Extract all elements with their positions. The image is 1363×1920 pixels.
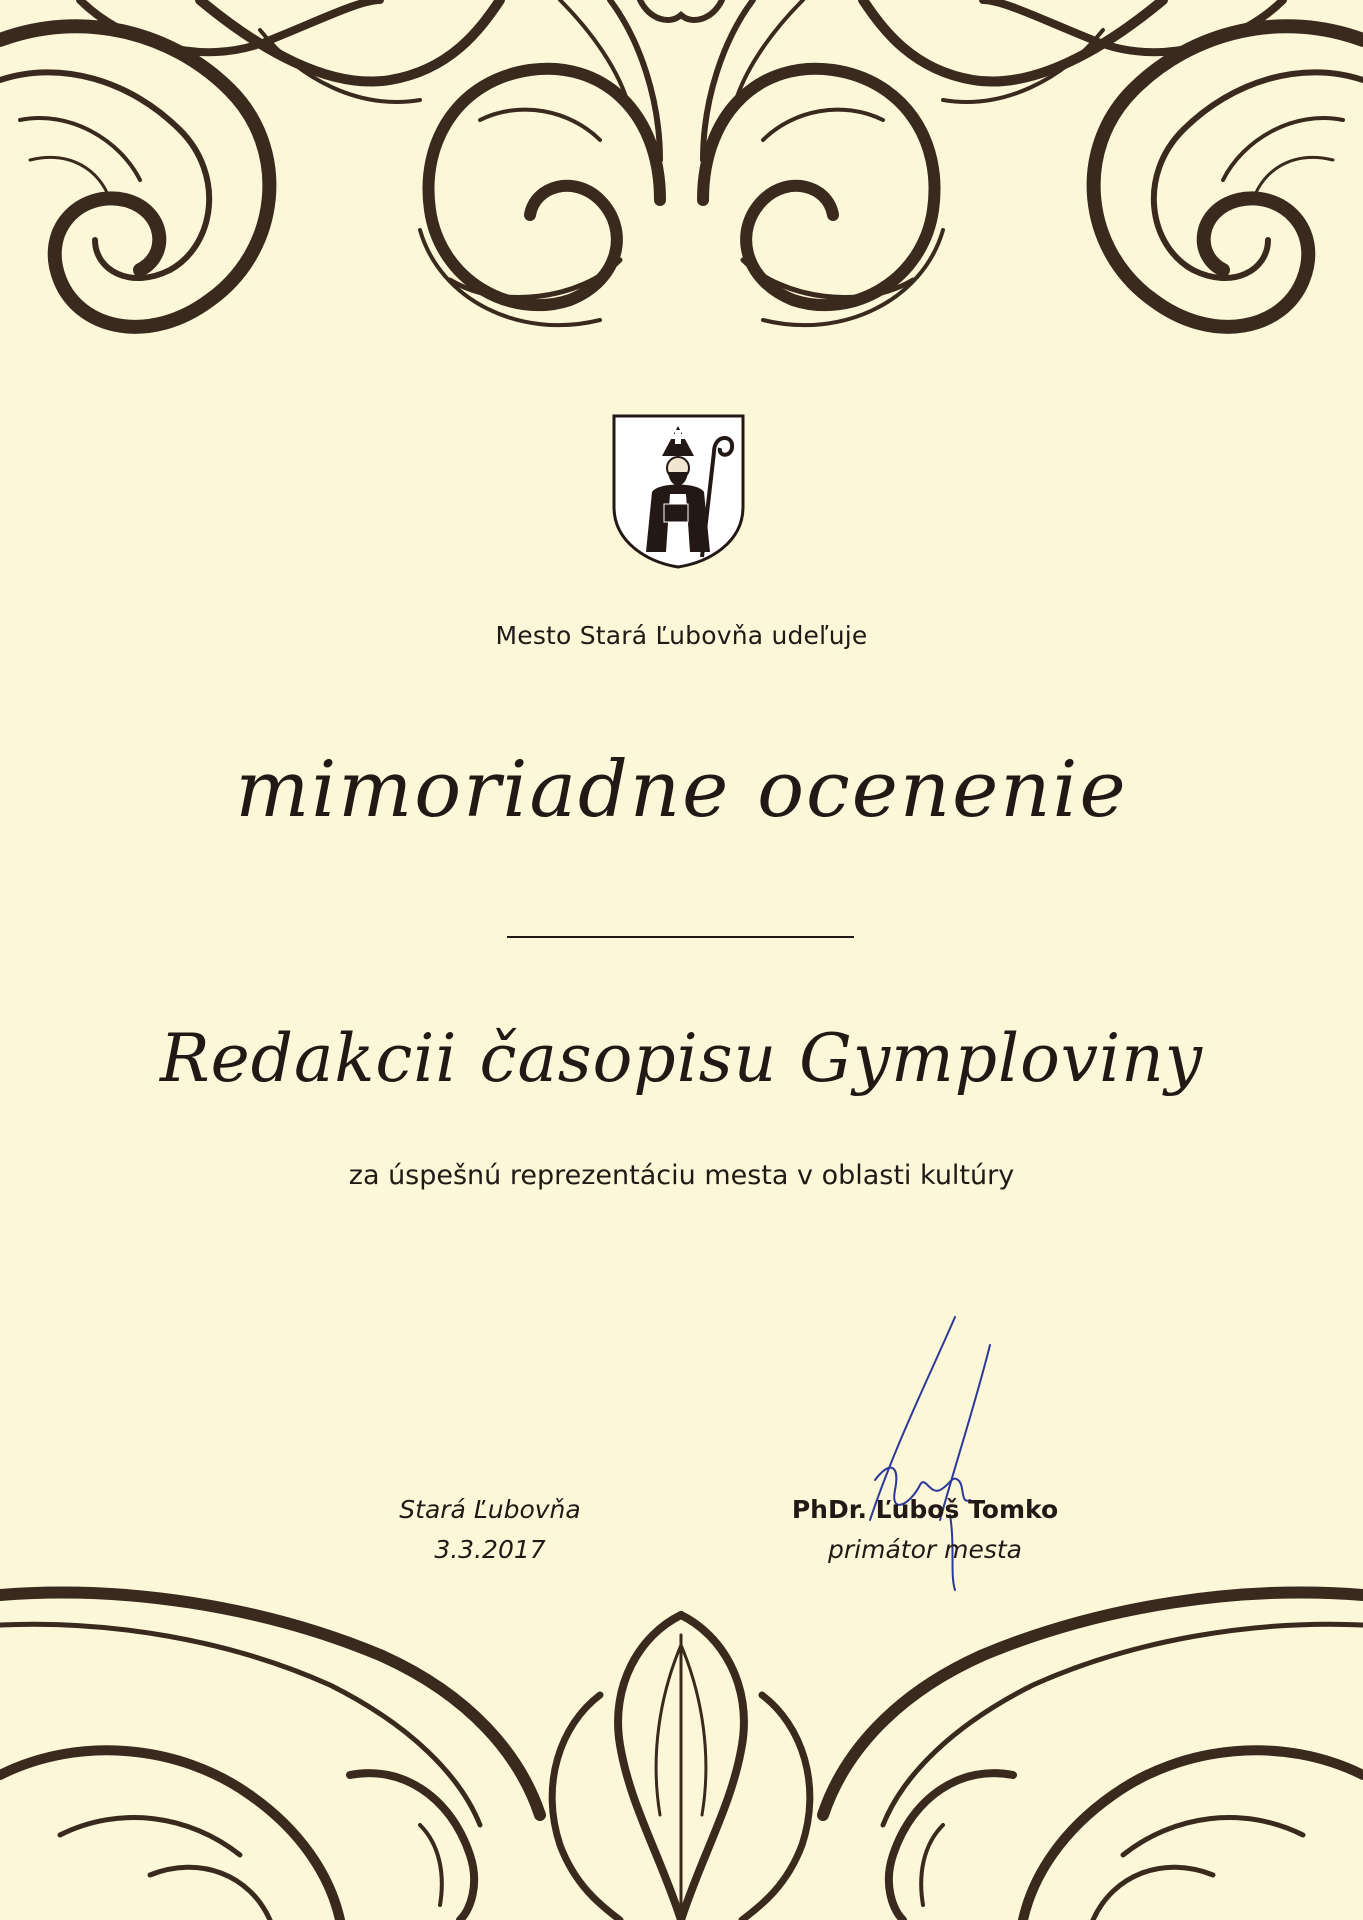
top-ornament-icon: [0, 0, 1363, 400]
place-text: Stará Ľubovňa: [399, 1495, 581, 1524]
signatory-role: primátor mesta: [828, 1535, 1022, 1564]
bottom-ornament-icon: [0, 1575, 1363, 1920]
divider-line: [507, 936, 854, 938]
issuer-line: Mesto Stará Ľubovňa udeľuje: [495, 621, 868, 650]
date-text: 3.3.2017: [434, 1535, 546, 1564]
award-title: mimoriadne ocenenie: [235, 745, 1128, 835]
coat-of-arms-icon: [610, 412, 747, 570]
award-reason: za úspešnú reprezentáciu mesta v oblasti kultúry: [348, 1160, 1015, 1191]
place-date-block: [360, 1490, 620, 1570]
signatory-block: [760, 1490, 1090, 1570]
recipient-name: Redakcii časopisu Gymploviny: [159, 1020, 1203, 1097]
signatory-name: PhDr. Ľuboš Tomko: [791, 1495, 1059, 1524]
